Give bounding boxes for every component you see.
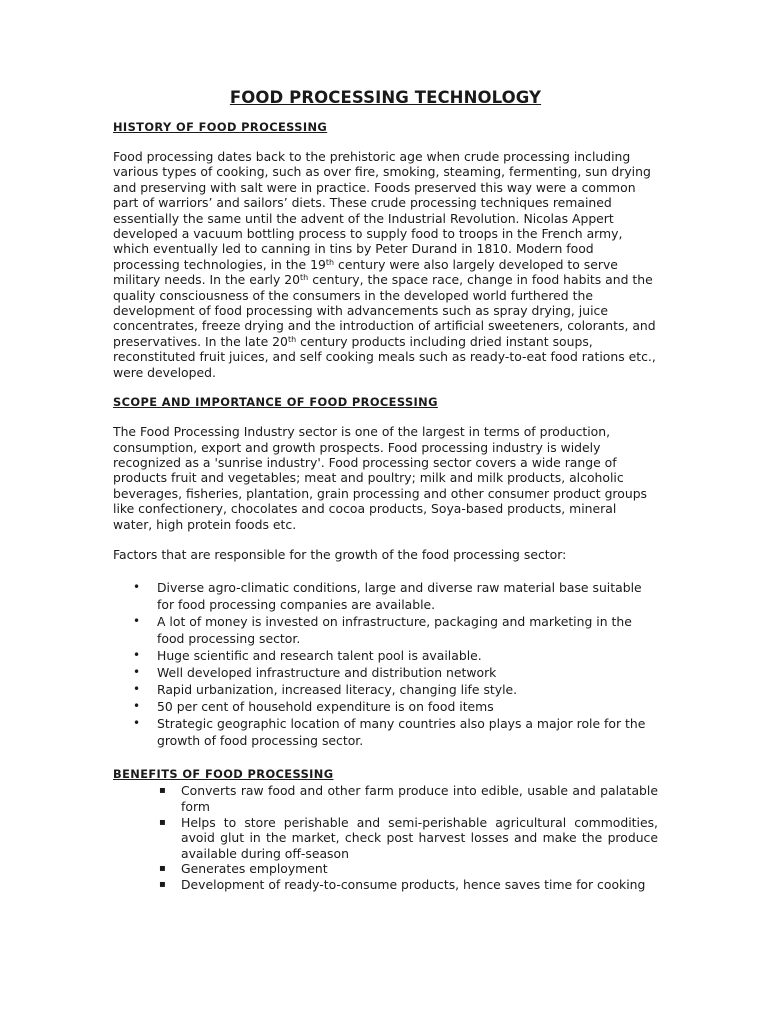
list-item-text: Generates employment xyxy=(181,861,328,877)
list-item-text: A lot of money is invested on infrastructure, packaging and marketing in the food processing sector. xyxy=(157,614,632,647)
list-item-text: 50 per cent of household expenditure is on food items xyxy=(157,699,494,715)
square-bullet-icon: ▪ xyxy=(159,785,166,797)
history-text-d: century products including dried instant soups, reconstituted fruit juices, and self cooking meals such as ready-to-eat food rations etc., were developed. xyxy=(113,333,656,380)
list-item xyxy=(113,664,658,681)
square-bullet-icon: ▪ xyxy=(159,878,166,890)
factors-intro: Factors that are responsible for the growth of the food processing sector: xyxy=(113,546,567,562)
list-item xyxy=(113,698,658,715)
superscript-th-3: th xyxy=(287,334,297,344)
square-bullet-icon: ▪ xyxy=(159,863,166,875)
superscript-th-1: th xyxy=(325,257,335,267)
list-item-text: Diverse agro-climatic conditions, large and diverse raw material base suitable for food processing companies are available. xyxy=(157,580,642,613)
list-item xyxy=(113,815,658,862)
bullet-icon: • xyxy=(133,614,141,629)
history-paragraph xyxy=(113,149,658,380)
bullet-icon: • xyxy=(133,580,141,595)
list-item-text: Rapid urbanization, increased literacy, changing life style. xyxy=(157,682,518,698)
list-item xyxy=(113,579,658,613)
list-item xyxy=(113,783,658,814)
list-item-text: Helps to store perishable and semi-perishable agricultural commodities, avoid glut in the market, check post harvest losses and make the produce available during off-season xyxy=(181,814,658,861)
bullet-icon: • xyxy=(133,665,141,680)
bullet-icon: • xyxy=(133,682,141,697)
superscript-th-2: th xyxy=(300,273,309,283)
list-item xyxy=(113,861,658,877)
bullet-icon: • xyxy=(133,699,141,714)
list-item xyxy=(113,647,658,664)
list-item-text: Well developed infrastructure and distribution network xyxy=(157,665,497,681)
list-item xyxy=(113,613,658,647)
history-text-a: Food processing dates back to the prehistoric age when crude processing including various types of cooking, such as over fire, smoking, steaming, fermenting, sun drying and preserving with salt were in practice. Foods preserved this way were a common part of warriors’ and sailors’ diets. These crude processing techniques remained essentially the same until the advent of the Industrial Revolution. Nicolas Appert developed a vacuum bottling process to supply food to troops in the French army, which eventually led to canning in tins by Peter Durand in 1810. Modern food processing technologies, in the 19 xyxy=(113,149,651,272)
list-item xyxy=(113,715,658,749)
bullet-icon: • xyxy=(133,648,141,663)
scope-paragraph: The Food Processing Industry sector is one of the largest in terms of production, consumption, export and growth prospects. Food processing industry is widely recognized as a 'sunrise industry'. Food processing sector covers a wide range of products fruit and vegetables; meat and poultry; milk and milk products, alcoholic beverages, fisheries, plantation, grain processing and other consumer product groups like confectionery, chocolates and cocoa products, Soya-based products, mineral water, high protein foods etc. xyxy=(113,424,648,532)
list-item-text: Strategic geographic location of many countries also plays a major role for the growth of food processing sector. xyxy=(157,716,646,749)
list-item xyxy=(113,877,658,893)
document-title: FOOD PROCESSING TECHNOLOGY xyxy=(229,88,542,107)
history-text-c: century, the space race, change in food habits and the quality consciousness of the consumers in the developed world furthered the development of food processing with advancements such as spray drying, juice concentrates, freeze drying and the introduction of artificial sweeteners, colorants, and preservatives. In the late 20 xyxy=(113,272,656,349)
scope-heading: SCOPE AND IMPORTANCE OF FOOD PROCESSING xyxy=(113,395,438,410)
document-page xyxy=(113,88,658,893)
benefits-list xyxy=(113,783,658,892)
history-heading: HISTORY OF FOOD PROCESSING xyxy=(113,120,328,134)
history-text-b: century were also largely developed to serve military needs. In the early 20 xyxy=(113,256,618,288)
factors-list xyxy=(113,579,658,749)
bullet-icon: • xyxy=(133,716,141,731)
list-item-text: Converts raw food and other farm produce into edible, usable and palatable form xyxy=(181,783,658,814)
list-item xyxy=(113,681,658,698)
list-item-text: Huge scientific and research talent pool is available. xyxy=(157,648,482,664)
list-item-text: Development of ready-to-consume products, hence saves time for cooking xyxy=(181,876,646,892)
square-bullet-icon: ▪ xyxy=(159,816,166,828)
benefits-heading: BENEFITS OF FOOD PROCESSING xyxy=(113,767,334,782)
